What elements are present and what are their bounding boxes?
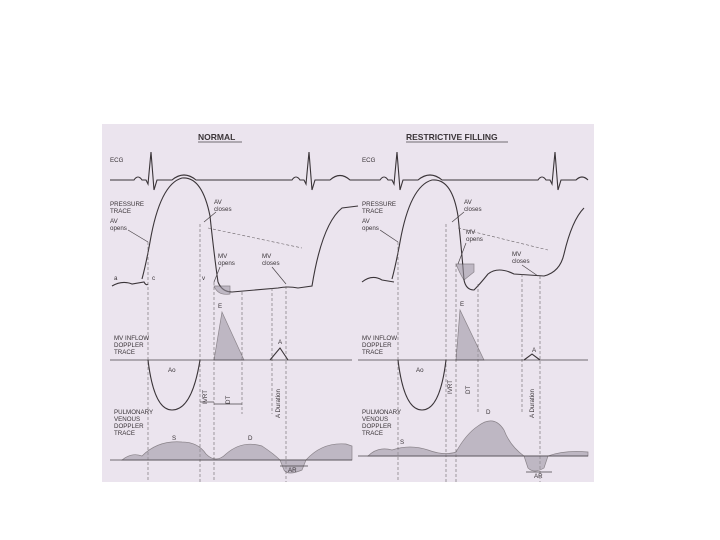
restrictive-dt-label: DT	[465, 385, 472, 394]
normal-mv-inflow-1: MV INFLOW	[114, 335, 150, 342]
normal-pulm-2: VENOUS	[114, 416, 141, 423]
normal-av-opens-2: opens	[110, 225, 127, 232]
normal-av-closes-1: AV	[214, 199, 222, 206]
restrictive-ar-label: AR	[534, 473, 543, 480]
restrictive-mv-inflow-3: TRACE	[362, 349, 383, 356]
restrictive-title: RESTRICTIVE FILLING	[406, 132, 498, 142]
restrictive-s-label: S	[400, 439, 405, 446]
normal-d-label: D	[248, 435, 253, 442]
restrictive-ivrt-label: IVRT	[447, 380, 454, 394]
normal-s-label: S	[172, 435, 177, 442]
normal-wave-v: v	[202, 275, 206, 282]
normal-mv-opens-1: MV	[218, 253, 228, 260]
restrictive-pulm-2: VENOUS	[362, 416, 389, 423]
normal-av-opens-1: AV	[110, 218, 118, 225]
restrictive-mv-opens-1: MV	[466, 229, 476, 236]
restrictive-ecg-label: ECG	[362, 157, 376, 164]
normal-mv-opens-2: opens	[218, 260, 235, 267]
restrictive-av-opens-2: opens	[362, 225, 379, 232]
normal-mv-inflow-3: TRACE	[114, 349, 135, 356]
normal-wave-a: a	[114, 275, 118, 282]
normal-a-duration-label: A Duration	[275, 389, 282, 418]
restrictive-a-duration-label: A Duration	[529, 389, 536, 418]
restrictive-e-label: E	[460, 301, 465, 308]
restrictive-mv-inflow-2: DOPPLER	[362, 342, 392, 349]
normal-a-label: A	[278, 339, 283, 346]
restrictive-mv-inflow-1: MV INFLOW	[362, 335, 398, 342]
scanned-figure	[102, 124, 594, 482]
restrictive-av-opens-1: AV	[362, 218, 370, 225]
normal-mv-inflow-2: DOPPLER	[114, 342, 144, 349]
restrictive-pulm-4: TRACE	[362, 430, 383, 437]
normal-pulm-3: DOPPLER	[114, 423, 144, 430]
normal-ecg-label: ECG	[110, 157, 124, 164]
normal-pulm-1: PULMONARY	[114, 409, 154, 416]
restrictive-pulm-1: PULMONARY	[362, 409, 402, 416]
restrictive-pulm-3: DOPPLER	[362, 423, 392, 430]
restrictive-mv-opens-2: opens	[466, 236, 483, 243]
normal-title: NORMAL	[198, 132, 236, 142]
restrictive-av-closes-1: AV	[464, 199, 472, 206]
normal-av-closes-2: closes	[214, 206, 232, 213]
normal-mv-closes-1: MV	[262, 253, 272, 260]
restrictive-a-label: A	[532, 347, 537, 354]
normal-pressure-label-2: TRACE	[110, 208, 131, 215]
normal-ao-label: Ao	[168, 367, 176, 374]
restrictive-pressure-label-2: TRACE	[362, 208, 383, 215]
normal-pressure-label-1: PRESSURE	[110, 201, 145, 208]
restrictive-pressure-label-1: PRESSURE	[362, 201, 397, 208]
restrictive-ao-label: Ao	[416, 367, 424, 374]
normal-pulm-4: TRACE	[114, 430, 135, 437]
cardiac-doppler-diagram	[102, 124, 594, 482]
normal-ivrt-label: IVRT	[202, 390, 209, 404]
normal-mv-closes-2: closes	[262, 260, 280, 267]
normal-e-label: E	[218, 303, 223, 310]
restrictive-av-closes-2: closes	[464, 206, 482, 213]
restrictive-d-label: D	[486, 409, 491, 416]
restrictive-mv-closes-1: MV	[512, 251, 522, 258]
normal-wave-c: c	[152, 275, 156, 282]
normal-dt-label: DT	[225, 395, 232, 404]
restrictive-mv-closes-2: closes	[512, 258, 530, 265]
normal-ar-label: AR	[288, 467, 297, 474]
